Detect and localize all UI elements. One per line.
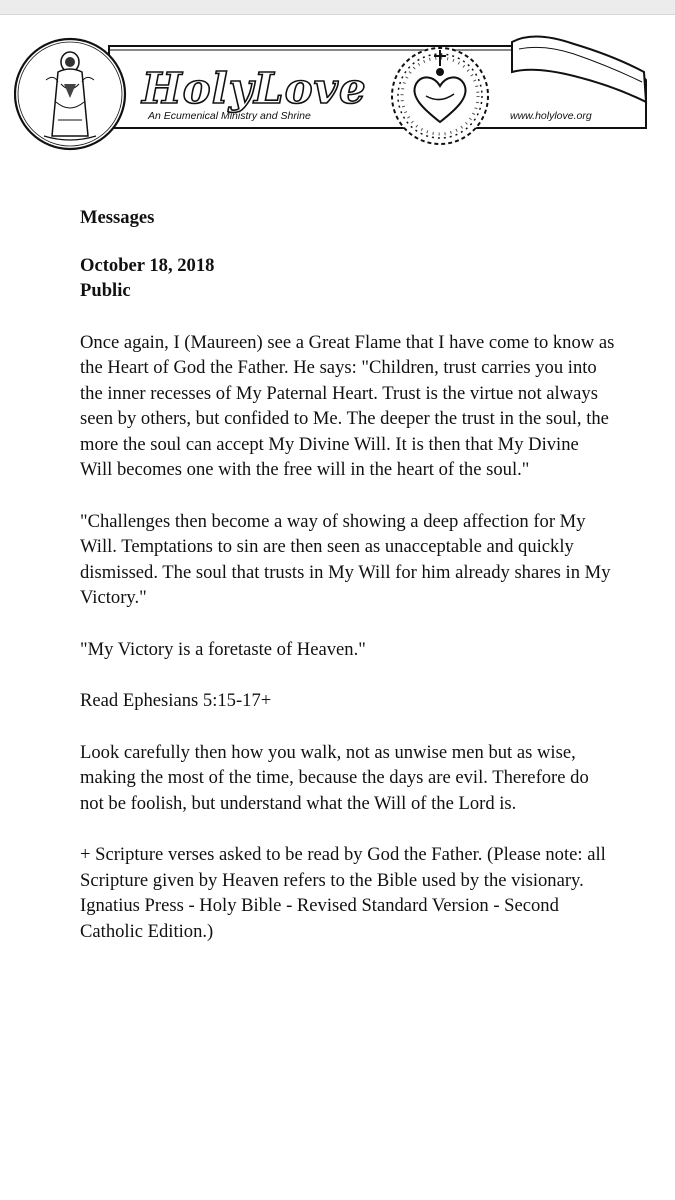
sacred-heart-icon — [392, 48, 488, 144]
message-date: October 18, 2018 — [80, 254, 215, 276]
tagline: An Ecumenical Ministry and Shrine — [148, 110, 311, 122]
scripture-text: Look carefully then how you walk, not as unwise men but as wise, making the most of the time, because the days are evil. Therefore do not be foolish, but understand what the Will of the Lord is. — [80, 741, 589, 814]
mary-figure-icon — [15, 39, 125, 149]
site-header-banner — [14, 24, 659, 164]
message-paragraph: "Challenges then become a way of showing a deep affection for My Will. Temptations to sin are then seen as unacceptable and quickly dismissed. The soul that trusts in My Will for him already shares in My Victory." — [80, 510, 611, 608]
browser-top-bar — [0, 0, 675, 15]
scripture-note: + Scripture verses asked to be read by God the Father. (Please note: all Scripture given by Heaven refers to the Bible used by the visionary. Ignatius Press - Holy Bible - Revised Standard Version - Second Catholic Edition.) — [80, 844, 606, 942]
scripture-reference: Read Ephesians 5:15-17+ — [80, 690, 272, 711]
message-paragraph: Once again, I (Maureen) see a Great Flame that I have come to know as the Heart of God the Father. He says: "Children, trust carries you into the inner recesses of My Paternal Heart. Trust is the virtue not always seen by others, but confided to Me. The deeper the trust in the soul, the more the soul can accept My Divine Will. It is then that My Divine Will becomes one with the free will in the heart of the soul." — [80, 331, 615, 480]
message-audience: Public — [80, 280, 131, 301]
holy-love-logo: HolyLove — [142, 64, 367, 113]
site-url: www.holylove.org — [510, 110, 592, 122]
message-content — [80, 205, 615, 970]
section-title: Messages — [80, 207, 155, 228]
message-paragraph: "My Victory is a foretaste of Heaven." — [80, 638, 366, 660]
